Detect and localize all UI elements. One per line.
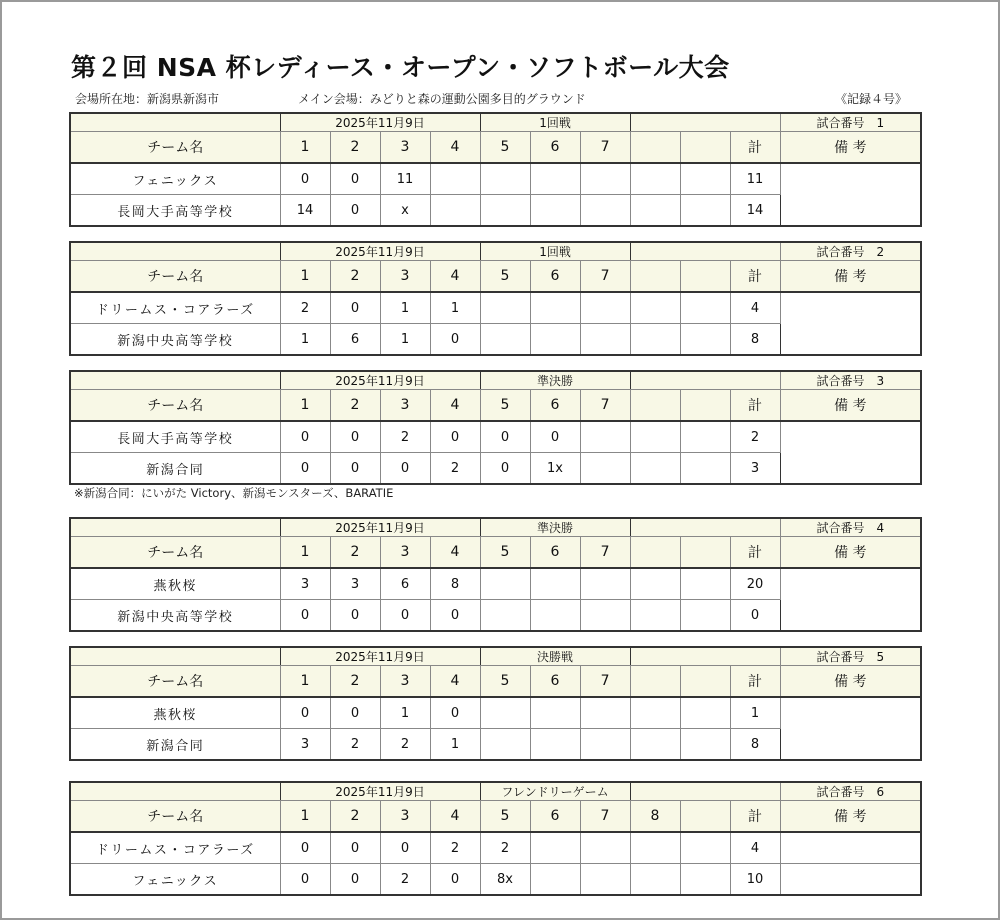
- inning-score: [630, 453, 680, 485]
- team-row: [70, 292, 921, 324]
- inning-score: [580, 324, 630, 356]
- team-row: [70, 568, 921, 600]
- inning-header: 3: [380, 801, 430, 833]
- inning-header: 1: [280, 390, 330, 422]
- extra-inning-header: [680, 666, 730, 698]
- inning-header: 2: [330, 261, 380, 293]
- inning-score: [530, 163, 580, 195]
- inning-score: 1: [280, 324, 330, 356]
- inning-score: 0: [480, 421, 530, 453]
- match-number: 試合番号 3: [780, 371, 921, 390]
- inning-score: 3: [280, 568, 330, 600]
- team-name-header: チーム名: [70, 666, 280, 698]
- inning-score: [530, 832, 580, 864]
- game-info-row: [70, 518, 921, 537]
- inning-score: [630, 864, 680, 896]
- inning-header: 5: [480, 537, 530, 569]
- inning-score: [630, 832, 680, 864]
- game-round: 1回戦: [480, 242, 630, 261]
- inning-score: 0: [330, 163, 380, 195]
- notes-header: 備 考: [780, 801, 921, 833]
- game-table-4: [69, 517, 922, 632]
- inning-score: 0: [280, 453, 330, 485]
- total-score: 10: [730, 864, 780, 896]
- inning-score: [580, 292, 630, 324]
- inning-score: [680, 292, 730, 324]
- inning-score: 8x: [480, 864, 530, 896]
- inning-score: 0: [430, 600, 480, 632]
- total-header: 計: [730, 801, 780, 833]
- inning-header: 7: [580, 801, 630, 833]
- inning-header: 4: [430, 261, 480, 293]
- inning-header: 6: [530, 801, 580, 833]
- blank-header-cell: [70, 113, 280, 132]
- inning-header: 5: [480, 132, 530, 164]
- inning-header: 4: [430, 666, 480, 698]
- inning-header: 1: [280, 801, 330, 833]
- extra-inning-header: [680, 261, 730, 293]
- team-name: 新潟中央高等学校: [70, 600, 280, 632]
- notes-header: 備 考: [780, 261, 921, 293]
- inning-header: 6: [530, 132, 580, 164]
- inning-score: 6: [330, 324, 380, 356]
- notes-header: 備 考: [780, 666, 921, 698]
- inning-score: x: [380, 195, 430, 227]
- blank-header-cell: [70, 782, 280, 801]
- inning-score: 0: [280, 600, 330, 632]
- inning-score: [680, 568, 730, 600]
- inning-score: [630, 324, 680, 356]
- column-header-row: [70, 801, 921, 833]
- blank-header-cell: [630, 371, 780, 390]
- inning-score: 0: [430, 697, 480, 729]
- inning-score: 0: [330, 600, 380, 632]
- extra-inning-header: [630, 261, 680, 293]
- inning-header: 1: [280, 666, 330, 698]
- inning-score: 0: [380, 453, 430, 485]
- inning-score: [580, 864, 630, 896]
- inning-header: 5: [480, 390, 530, 422]
- inning-score: 0: [330, 832, 380, 864]
- team-row: [70, 864, 921, 896]
- game-info-row: [70, 113, 921, 132]
- game-table-3: [69, 370, 922, 485]
- inning-score: 1x: [530, 453, 580, 485]
- blank-header-cell: [630, 647, 780, 666]
- blank-header-cell: [630, 113, 780, 132]
- inning-header: 6: [530, 537, 580, 569]
- inning-score: 2: [480, 832, 530, 864]
- inning-score: [580, 729, 630, 761]
- inning-header: 4: [430, 801, 480, 833]
- inning-score: 2: [380, 864, 430, 896]
- game-table-5: [69, 646, 922, 761]
- inning-score: [530, 864, 580, 896]
- page-title: 第２回 NSA 杯レディース・オープン・ソフトボール大会: [71, 53, 730, 82]
- notes-cell: [780, 832, 921, 864]
- team-name-header: チーム名: [70, 537, 280, 569]
- inning-header: 7: [580, 132, 630, 164]
- inning-score: 8: [430, 568, 480, 600]
- team-name: 長岡大手高等学校: [70, 195, 280, 227]
- inning-header: 2: [330, 390, 380, 422]
- inning-header: 3: [380, 666, 430, 698]
- team-name: ドリームス・コアラーズ: [70, 292, 280, 324]
- column-header-row: [70, 537, 921, 569]
- inning-score: 0: [280, 421, 330, 453]
- team-name-header: チーム名: [70, 132, 280, 164]
- notes-header: 備 考: [780, 390, 921, 422]
- team-name: ドリームス・コアラーズ: [70, 832, 280, 864]
- total-score: 4: [730, 292, 780, 324]
- blank-header-cell: [70, 242, 280, 261]
- inning-score: [630, 568, 680, 600]
- inning-header: 1: [280, 537, 330, 569]
- inning-score: [680, 421, 730, 453]
- team-name-header: チーム名: [70, 801, 280, 833]
- inning-score: 2: [430, 453, 480, 485]
- inning-score: 2: [430, 832, 480, 864]
- inning-score: [630, 729, 680, 761]
- team-row: [70, 697, 921, 729]
- total-header: 計: [730, 261, 780, 293]
- game-date: 2025年11月9日: [280, 518, 480, 537]
- inning-header: 5: [480, 666, 530, 698]
- inning-header: 6: [530, 666, 580, 698]
- blank-header-cell: [70, 371, 280, 390]
- team-row: [70, 163, 921, 195]
- inning-score: 3: [280, 729, 330, 761]
- inning-header: 5: [480, 261, 530, 293]
- game-round: フレンドリーゲーム: [480, 782, 630, 801]
- team-name: 新潟合同: [70, 453, 280, 485]
- inning-score: 3: [330, 568, 380, 600]
- inning-score: [430, 163, 480, 195]
- extra-inning-header: [630, 132, 680, 164]
- inning-header: 7: [580, 666, 630, 698]
- inning-score: [530, 195, 580, 227]
- inning-score: 1: [380, 697, 430, 729]
- inning-score: 0: [280, 864, 330, 896]
- column-header-row: [70, 390, 921, 422]
- extra-inning-header: [680, 390, 730, 422]
- game-table-1: [69, 112, 922, 227]
- inning-score: [580, 697, 630, 729]
- match-number: 試合番号 5: [780, 647, 921, 666]
- inning-score: 1: [430, 729, 480, 761]
- inning-score: [630, 697, 680, 729]
- inning-score: [580, 568, 630, 600]
- inning-header: 7: [580, 390, 630, 422]
- inning-header: 3: [380, 537, 430, 569]
- inning-score: [530, 324, 580, 356]
- inning-header: 4: [430, 390, 480, 422]
- game-date: 2025年11月9日: [280, 782, 480, 801]
- game-info-row: [70, 371, 921, 390]
- match-number: 試合番号 4: [780, 518, 921, 537]
- total-header: 計: [730, 666, 780, 698]
- inning-header: 7: [580, 537, 630, 569]
- inning-header: 3: [380, 132, 430, 164]
- inning-header: 1: [280, 261, 330, 293]
- main-venue: メイン会場：みどりと森の運動公園多目的グラウンド: [298, 92, 586, 106]
- notes-cell: [780, 697, 921, 760]
- total-score: 1: [730, 697, 780, 729]
- inning-header: 4: [430, 537, 480, 569]
- inning-score: 0: [330, 697, 380, 729]
- notes-cell: [780, 292, 921, 355]
- total-score: 0: [730, 600, 780, 632]
- inning-score: [680, 195, 730, 227]
- inning-score: [480, 600, 530, 632]
- inning-score: [580, 421, 630, 453]
- inning-score: [630, 421, 680, 453]
- inning-score: 0: [480, 453, 530, 485]
- inning-score: [480, 697, 530, 729]
- inning-score: [680, 864, 730, 896]
- extra-inning-header: [630, 666, 680, 698]
- inning-score: [480, 163, 530, 195]
- game-date: 2025年11月9日: [280, 647, 480, 666]
- inning-header: 2: [330, 537, 380, 569]
- game-round: 準決勝: [480, 371, 630, 390]
- total-header: 計: [730, 537, 780, 569]
- game-round: 1回戦: [480, 113, 630, 132]
- extra-inning-header: 8: [630, 801, 680, 833]
- inning-score: 0: [280, 832, 330, 864]
- blank-header-cell: [70, 647, 280, 666]
- game-table-6: [69, 781, 922, 896]
- inning-score: [480, 324, 530, 356]
- venue-location: 会場所在地：新潟県新潟市: [75, 92, 220, 106]
- inning-header: 3: [380, 390, 430, 422]
- inning-score: [630, 163, 680, 195]
- game-date: 2025年11月9日: [280, 242, 480, 261]
- extra-inning-header: [680, 132, 730, 164]
- inning-score: [480, 729, 530, 761]
- extra-inning-header: [630, 537, 680, 569]
- team-name-header: チーム名: [70, 390, 280, 422]
- notes-cell: [780, 568, 921, 631]
- inning-score: 2: [380, 729, 430, 761]
- extra-inning-header: [680, 801, 730, 833]
- notes-header: 備 考: [780, 537, 921, 569]
- notes-header: 備 考: [780, 132, 921, 164]
- inning-header: 2: [330, 132, 380, 164]
- inning-header: 4: [430, 132, 480, 164]
- inning-score: 0: [430, 421, 480, 453]
- match-number: 試合番号 1: [780, 113, 921, 132]
- inning-score: [530, 568, 580, 600]
- notes-cell: [780, 421, 921, 484]
- inning-score: 0: [430, 324, 480, 356]
- inning-score: 0: [330, 453, 380, 485]
- game-round: 決勝戦: [480, 647, 630, 666]
- inning-header: 5: [480, 801, 530, 833]
- column-header-row: [70, 261, 921, 293]
- inning-score: [480, 292, 530, 324]
- inning-score: 0: [280, 163, 330, 195]
- inning-score: [480, 195, 530, 227]
- game-info-row: [70, 647, 921, 666]
- column-header-row: [70, 666, 921, 698]
- notes-cell: [780, 864, 921, 896]
- inning-header: 2: [330, 801, 380, 833]
- inning-score: [680, 324, 730, 356]
- team-name: フェニックス: [70, 163, 280, 195]
- inning-score: 0: [530, 421, 580, 453]
- inning-score: [530, 697, 580, 729]
- team-name-header: チーム名: [70, 261, 280, 293]
- team-name: 長岡大手高等学校: [70, 421, 280, 453]
- total-header: 計: [730, 390, 780, 422]
- team-name: フェニックス: [70, 864, 280, 896]
- inning-score: 2: [380, 421, 430, 453]
- inning-score: [580, 163, 630, 195]
- total-score: 4: [730, 832, 780, 864]
- inning-score: 0: [380, 832, 430, 864]
- inning-score: [680, 163, 730, 195]
- inning-score: [680, 832, 730, 864]
- inning-score: [580, 832, 630, 864]
- inning-score: [530, 600, 580, 632]
- inning-score: 6: [380, 568, 430, 600]
- inning-score: 2: [280, 292, 330, 324]
- inning-score: [430, 195, 480, 227]
- inning-header: 6: [530, 261, 580, 293]
- inning-score: 0: [380, 600, 430, 632]
- game-round: 準決勝: [480, 518, 630, 537]
- total-score: 8: [730, 729, 780, 761]
- inning-score: [680, 453, 730, 485]
- team-row: [70, 832, 921, 864]
- inning-score: [530, 729, 580, 761]
- inning-score: 0: [330, 864, 380, 896]
- inning-score: 14: [280, 195, 330, 227]
- total-score: 20: [730, 568, 780, 600]
- record-number: 《記録４号》: [834, 92, 907, 106]
- total-score: 3: [730, 453, 780, 485]
- blank-header-cell: [70, 518, 280, 537]
- inning-score: 0: [430, 864, 480, 896]
- blank-header-cell: [630, 782, 780, 801]
- game-date: 2025年11月9日: [280, 113, 480, 132]
- match-number: 試合番号 6: [780, 782, 921, 801]
- extra-inning-header: [680, 537, 730, 569]
- inning-score: 0: [280, 697, 330, 729]
- total-score: 14: [730, 195, 780, 227]
- total-score: 8: [730, 324, 780, 356]
- inning-score: [580, 600, 630, 632]
- inning-header: 2: [330, 666, 380, 698]
- game-table-2: [69, 241, 922, 356]
- game-info-row: [70, 242, 921, 261]
- inning-score: [480, 568, 530, 600]
- game-info-row: [70, 782, 921, 801]
- inning-score: [630, 600, 680, 632]
- inning-score: [580, 453, 630, 485]
- game-date: 2025年11月9日: [280, 371, 480, 390]
- match-number: 試合番号 2: [780, 242, 921, 261]
- inning-score: 0: [330, 421, 380, 453]
- inning-header: 1: [280, 132, 330, 164]
- inning-score: 1: [430, 292, 480, 324]
- blank-header-cell: [630, 518, 780, 537]
- team-name: 燕秋桜: [70, 697, 280, 729]
- inning-score: 11: [380, 163, 430, 195]
- inning-header: 6: [530, 390, 580, 422]
- total-score: 11: [730, 163, 780, 195]
- team-name: 新潟合同: [70, 729, 280, 761]
- inning-score: 0: [330, 292, 380, 324]
- inning-score: 1: [380, 292, 430, 324]
- footnote: ※新潟合同：にいがた Victory、新潟モンスターズ、BARATIE: [74, 486, 394, 500]
- team-name: 燕秋桜: [70, 568, 280, 600]
- notes-cell: [780, 163, 921, 226]
- team-name: 新潟中央高等学校: [70, 324, 280, 356]
- blank-header-cell: [630, 242, 780, 261]
- inning-header: 7: [580, 261, 630, 293]
- inning-score: 0: [330, 195, 380, 227]
- team-row: [70, 421, 921, 453]
- inning-score: [680, 697, 730, 729]
- extra-inning-header: [630, 390, 680, 422]
- column-header-row: [70, 132, 921, 164]
- inning-score: [580, 195, 630, 227]
- inning-score: 2: [330, 729, 380, 761]
- inning-score: [630, 292, 680, 324]
- inning-score: [680, 600, 730, 632]
- inning-score: [630, 195, 680, 227]
- inning-header: 3: [380, 261, 430, 293]
- inning-score: [680, 729, 730, 761]
- total-score: 2: [730, 421, 780, 453]
- inning-score: [530, 292, 580, 324]
- total-header: 計: [730, 132, 780, 164]
- inning-score: 1: [380, 324, 430, 356]
